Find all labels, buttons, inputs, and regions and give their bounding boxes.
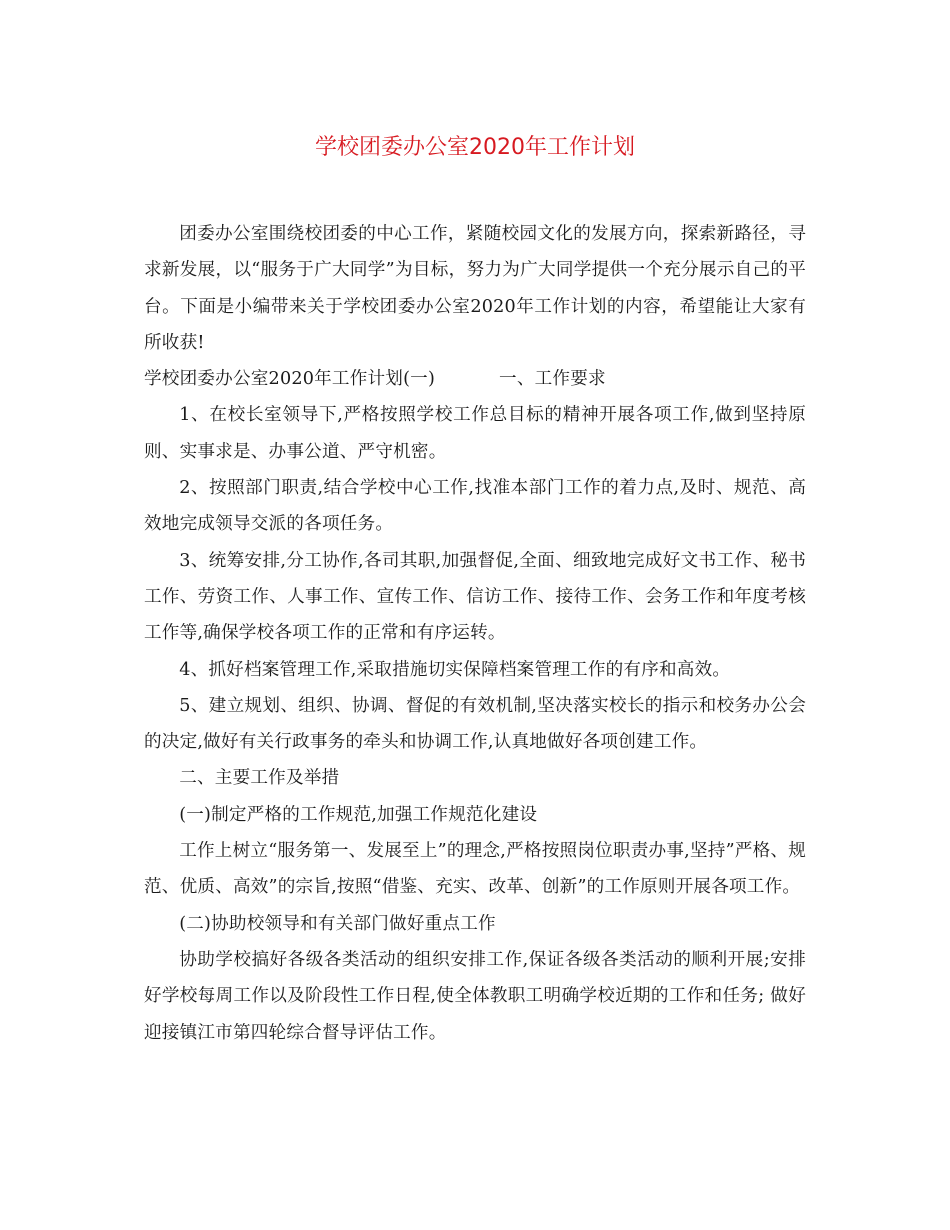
subsection1-heading: (一)制定严格的工作规范,加强工作规范化建设 xyxy=(179,804,538,825)
subsection1-text: 工作上树立“服务第一、发展至上”的理念,严格按照岗位职责办事,坚持”严格、规范、优质、高效”的宗旨,按照“借鉴、充实、改革、创新”的工作原则开展各项工作。 xyxy=(144,841,806,898)
section1-heading: 一、工作要求 xyxy=(499,369,606,390)
plan-heading-line xyxy=(144,361,806,397)
intro-paragraph: 团委办公室围绕校团委的中心工作，紧随校园文化的发展方向，探索新路径，寻求新发展，以“服务于广大同学”为目标，努力为广大同学提供一个充分展示自己的平台。下面是小编带来关于学校团委办公室2020年工作计划的内容，希望能让大家有所收获! xyxy=(144,224,806,353)
requirement-item-5: 5、建立规划、组织、协调、督促的有效机制,坚决落实校长的指示和校务办公会的决定,做好有关行政事务的牵头和协调工作,认真地做好各项创建工作。 xyxy=(144,695,806,753)
subsection2-heading: (二)协助校领导和有关部门做好重点工作 xyxy=(179,913,496,934)
requirement-item-2: 2、按照部门职责,结合学校中心工作,找准本部门工作的着力点,及时、规范、高效地完成领导交派的各项任务。 xyxy=(144,478,806,535)
plan-heading: 学校团委办公室2020年工作计划(一) xyxy=(144,369,436,390)
requirement-item-3: 3、统筹安排,分工协作,各司其职,加强督促,全面、细致地完成好文书工作、秘书工作、劳资工作、人事工作、宣传工作、信访工作、接待工作、会务工作和年度考核工作等,确保学校各项工作的正常和有序运转。 xyxy=(144,550,806,644)
subsection2-text: 协助学校搞好各级各类活动的组织安排工作,保证各级各类活动的顺利开展;安排好学校每周工作以及阶段性工作日程,使全体教职工明确学校近期的工作和任务; 做好迎接镇江市第四轮综合督导评估工作。 xyxy=(144,949,806,1043)
requirement-item-4: 4、抓好档案管理工作,采取措施切实保障档案管理工作的有序和高效。 xyxy=(179,659,731,680)
page-title: 学校团委办公室2020年工作计划 xyxy=(315,135,635,160)
requirement-item-1: 1、在校长室领导下,严格按照学校工作总目标的精神开展各项工作,做到坚持原则、实事求是、办事公道、严守机密。 xyxy=(144,405,806,462)
section2-heading: 二、主要工作及举措 xyxy=(179,768,340,789)
document-body xyxy=(144,216,806,1051)
